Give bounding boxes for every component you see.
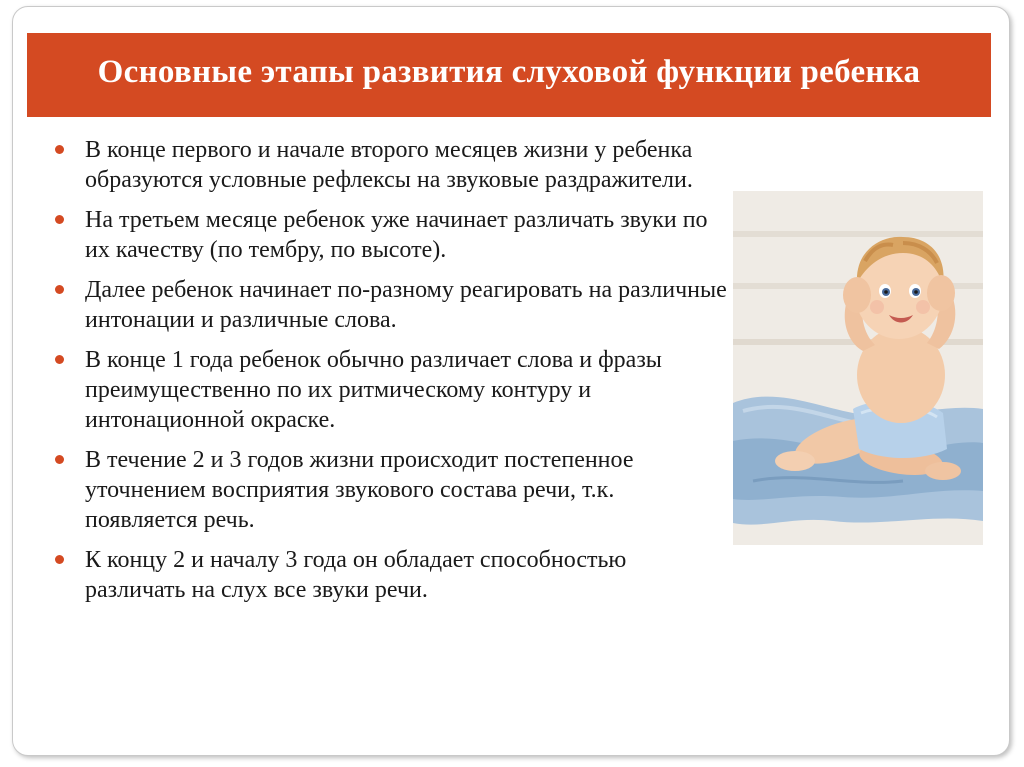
bullet-item [51, 135, 731, 195]
bullet-dot-icon [55, 555, 64, 564]
slide [12, 6, 1010, 756]
bullet-text: К концу 2 и началу 3 года он обладает способностью различать на слух все звуки речи. [85, 547, 627, 603]
baby-photo [733, 191, 983, 545]
bullet-text: В конце 1 года ребенок обычно различает слова и фразы преимущественно по их ритмическому контуру и интонационной окраске. [85, 347, 662, 433]
bullet-item [51, 345, 731, 435]
bullet-dot-icon [55, 145, 64, 154]
bullet-text: В течение 2 и 3 годов жизни происходит постепенное уточнением восприятия звукового состава речи, т.к. появляется речь. [85, 447, 634, 533]
bullet-dot-icon [55, 355, 64, 364]
bullet-dot-icon [55, 455, 64, 464]
bullet-text: Далее ребенок начинает по-разному реагировать на различные интонации и различные слова. [85, 277, 727, 333]
bullet-item [51, 445, 731, 535]
title-bar [27, 33, 991, 117]
bullet-list [51, 135, 731, 615]
bullet-item [51, 545, 731, 605]
bullet-item [51, 275, 731, 335]
bullet-dot-icon [55, 215, 64, 224]
bullet-text: В конце первого и начале второго месяцев жизни у ребенка образуются условные рефлексы на звуковые раздражители. [85, 137, 693, 193]
baby-covering-ears-illustration [733, 191, 983, 545]
bullet-text: На третьем месяце ребенок уже начинает различать звуки по их качеству (по тембру, по высоте). [85, 207, 708, 263]
bullet-item [51, 205, 731, 265]
slide-title: Основные этапы развития слуховой функции ребенка [97, 53, 921, 90]
bullet-dot-icon [55, 285, 64, 294]
